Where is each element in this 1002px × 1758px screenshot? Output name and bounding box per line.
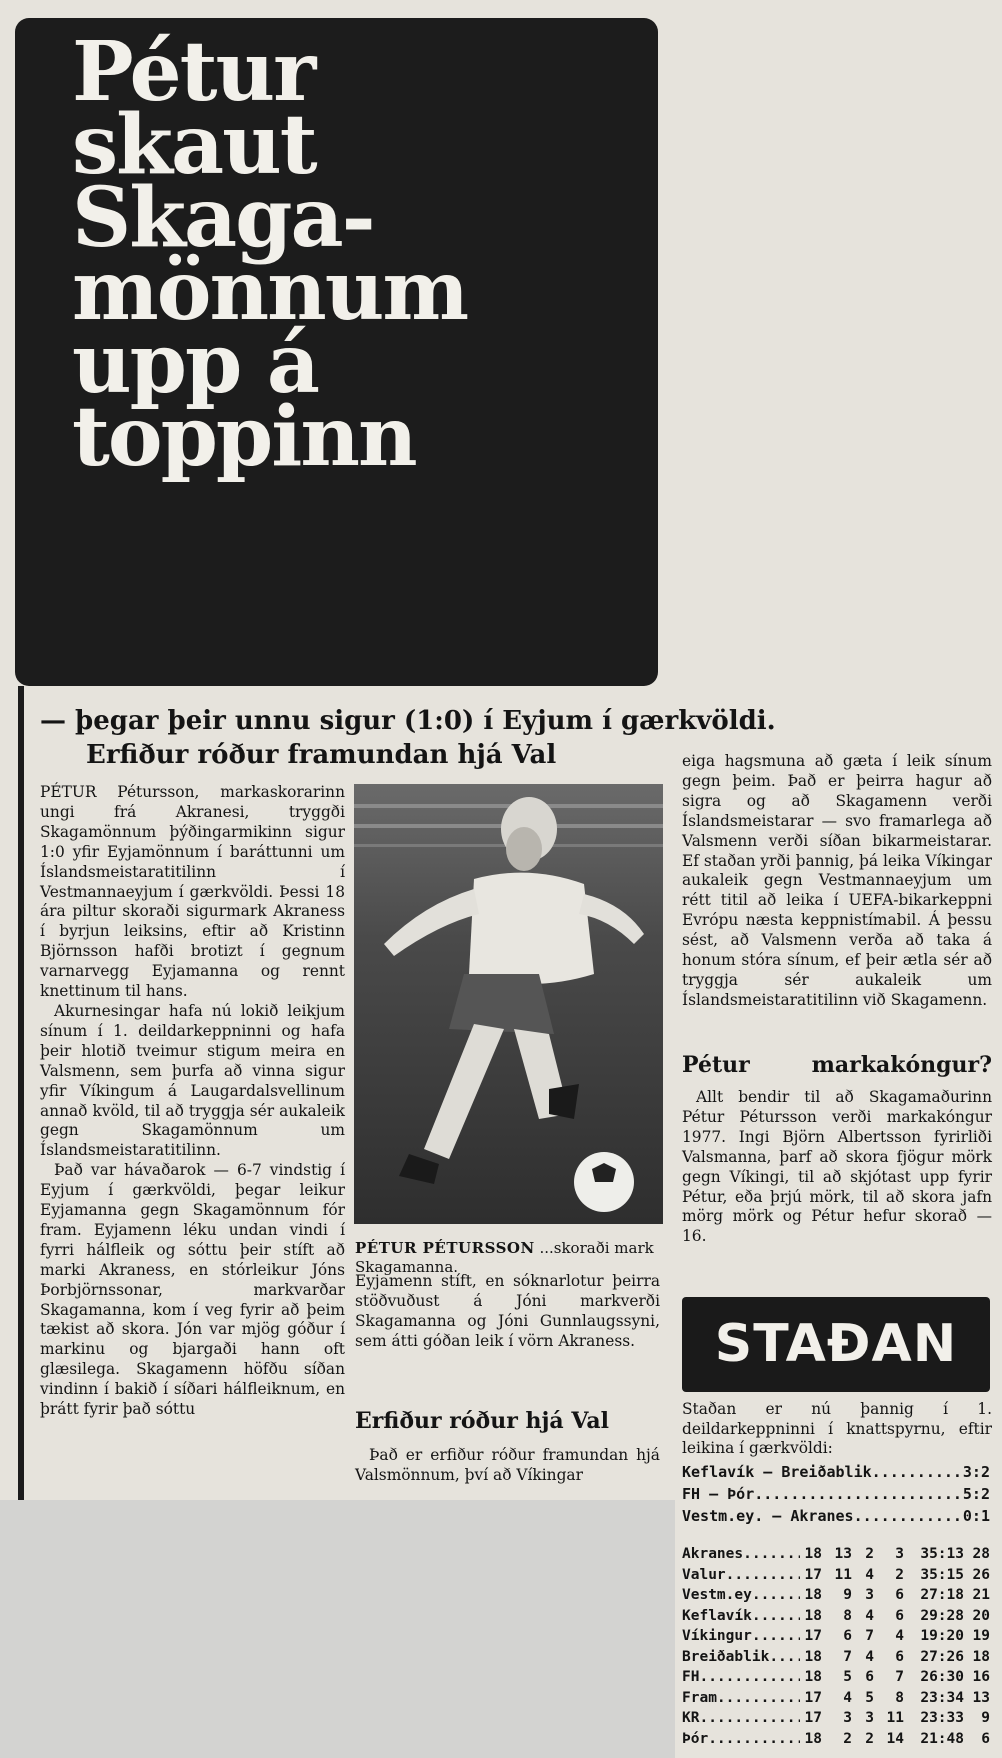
leader-dots xyxy=(854,1505,963,1527)
section-title-word-1: Pétur xyxy=(682,1052,750,1078)
leader-dots xyxy=(743,1544,800,1565)
games-won: 4 xyxy=(843,1689,852,1706)
games-won: 9 xyxy=(843,1587,852,1603)
table-row xyxy=(682,1647,990,1668)
team-name: Akranes xyxy=(682,1546,744,1562)
result-score: 0:1 xyxy=(962,1507,990,1525)
result-row xyxy=(682,1483,990,1505)
article-paragraph-7: Allt bendir til að Skagamaðurinn Pétur Pétursson verði markakóngur 1977. Ingi Björn Albertsson fyrirliði Valsmanna, þarf að skora fjögur mörk gegn Víkingi, til að skjótast upp fyrir Pétur, eða þrjú mörk, til að skora jafn mörg mörk og Pétur hefur skorað — 16. xyxy=(682,1088,992,1246)
goals: 26:30 xyxy=(920,1669,964,1685)
points: 20 xyxy=(972,1607,990,1624)
team-name: Víkingur xyxy=(682,1628,752,1644)
stadan-box xyxy=(682,1297,990,1392)
subheadline-2: Erfiður róður framundan hjá Val xyxy=(86,740,557,770)
team-name: Breiðablik xyxy=(682,1648,770,1665)
table-row xyxy=(682,1585,990,1606)
result-score: 5:2 xyxy=(962,1485,990,1503)
result-match: FH — Þór xyxy=(682,1485,755,1503)
games-lost: 6 xyxy=(895,1587,904,1603)
result-score: 3:2 xyxy=(962,1463,990,1481)
section-title-word-2: markakóngur? xyxy=(811,1052,992,1078)
games-lost: 4 xyxy=(895,1628,904,1644)
points: 26 xyxy=(972,1566,990,1583)
team-name: Valur xyxy=(682,1566,726,1583)
games-won: 11 xyxy=(834,1566,852,1583)
games-played: 17 xyxy=(804,1710,822,1726)
points: 9 xyxy=(981,1710,990,1726)
article-column-1 xyxy=(40,783,345,1420)
games-played: 17 xyxy=(804,1689,822,1706)
stadan-intro: Staðan er nú þannig í 1. deildarkeppninni í knattspyrnu, eftir leikina í gærkvöldi: xyxy=(682,1400,992,1457)
stadan-title: STAÐAN xyxy=(714,1314,958,1374)
subheadline-1: — þegar þeir unnu sigur (1:0) í Eyjum í gærkvöldi. xyxy=(40,706,776,736)
leader-dots xyxy=(726,1565,800,1586)
games-played: 18 xyxy=(804,1607,822,1624)
points: 13 xyxy=(972,1689,990,1706)
points: 21 xyxy=(972,1587,990,1603)
points: 18 xyxy=(972,1648,990,1665)
games-won: 8 xyxy=(843,1607,852,1624)
leader-dots xyxy=(752,1606,800,1627)
points: 6 xyxy=(981,1730,990,1747)
goals: 21:48 xyxy=(920,1730,964,1747)
table-row xyxy=(682,1708,990,1729)
games-won: 2 xyxy=(843,1730,852,1747)
vertical-rule xyxy=(18,686,24,1500)
points: 16 xyxy=(972,1669,990,1685)
table-row xyxy=(682,1729,990,1750)
games-won: 6 xyxy=(843,1628,852,1644)
leader-dots xyxy=(699,1667,800,1688)
games-drawn: 7 xyxy=(865,1628,874,1644)
games-won: 5 xyxy=(843,1669,852,1685)
games-played: 18 xyxy=(804,1587,822,1603)
games-played: 18 xyxy=(804,1669,822,1685)
games-lost: 8 xyxy=(895,1689,904,1706)
table-row xyxy=(682,1544,990,1565)
games-drawn: 6 xyxy=(865,1669,874,1685)
games-lost: 6 xyxy=(895,1648,904,1665)
games-played: 17 xyxy=(804,1566,822,1583)
article-paragraph-5: Það er erfiður róður framundan hjá Valsmönnum, því að Víkingar xyxy=(355,1446,660,1484)
article-paragraph-3: Það var hávaðarok — 6-7 vindstig í Eyjum í gærkvöldi, þegar leikur Eyjamanna gegn Skagamönnum fór fram. Eyjamenn léku undan vindi í fyrri hálfleik og sóttu þeir stíft að marki Akraness, en stórleikur Jóns Þorbjörnssonar, markvarðar Skagamanna, kom í veg fyrir að þeim tækist að skora. Jón var mjög góður í markinu og bjargaði hann oft glæsilega. Skagamenn höfðu síðan vindinn í bakið í síðari hálfleiknum, en þrátt fyrir það sóttu xyxy=(40,1161,345,1419)
points: 28 xyxy=(972,1546,990,1562)
leader-dots xyxy=(754,1483,963,1505)
games-drawn: 3 xyxy=(865,1710,874,1726)
games-drawn: 3 xyxy=(865,1587,874,1603)
games-drawn: 4 xyxy=(865,1607,874,1624)
games-won: 3 xyxy=(843,1710,852,1726)
games-won: 7 xyxy=(843,1648,852,1665)
games-won: 13 xyxy=(834,1546,852,1562)
games-drawn: 2 xyxy=(865,1730,874,1747)
photo-caption-text: ...skoraði mark Skagamanna. xyxy=(355,1239,654,1276)
goals: 19:20 xyxy=(920,1628,964,1644)
games-lost: 7 xyxy=(895,1669,904,1685)
leader-dots xyxy=(769,1647,800,1668)
result-match: Keflavík — Breiðablik xyxy=(682,1463,872,1481)
leader-dots xyxy=(708,1729,800,1750)
games-drawn: 2 xyxy=(865,1546,874,1562)
games-drawn: 4 xyxy=(865,1566,874,1583)
games-drawn: 4 xyxy=(865,1648,874,1665)
section-title-val: Erfiður róður hjá Val xyxy=(355,1408,609,1434)
table-row xyxy=(682,1565,990,1586)
goals: 29:28 xyxy=(920,1607,964,1624)
team-name: Fram xyxy=(682,1689,717,1706)
points: 19 xyxy=(972,1628,990,1644)
leader-dots xyxy=(872,1461,963,1483)
leader-dots xyxy=(699,1708,800,1729)
goals: 35:13 xyxy=(920,1546,964,1562)
games-played: 18 xyxy=(804,1648,822,1665)
goals: 23:34 xyxy=(920,1689,964,1706)
player-photo-illustration xyxy=(354,784,663,1224)
team-name: Keflavík xyxy=(682,1607,752,1624)
table-row xyxy=(682,1606,990,1627)
team-name: FH xyxy=(682,1669,700,1685)
games-played: 17 xyxy=(804,1628,822,1644)
team-name: Þór xyxy=(682,1730,709,1747)
article-paragraph-2: Akurnesingar hafa nú lokið leikjum sínum í 1. deildarkeppninni og hafa þeir hlotið tveimur stigum meira en Valsmenn, sem þurfa að vinna sigur yfir Víkingum á Laugardalsvellinum annað kvöld, til að tryggja sér aukaleik gegn Skagamönnum um Íslandsmeistaratitilinn. xyxy=(40,1001,345,1160)
article-paragraph-4: Eyjamenn stíft, en sóknarlotur þeirra stöðvuðust á Jóni markverði Skagamanna og Jóni Gunnlaugssyni, sem átti góðan leik í vörn Akraness. xyxy=(355,1272,660,1350)
article-column-3b xyxy=(682,1088,992,1247)
section-title-markakongur xyxy=(682,1052,992,1078)
results-list xyxy=(682,1461,990,1527)
team-name: Vestm.ey xyxy=(682,1587,752,1603)
result-row xyxy=(682,1505,990,1527)
article-column-2b xyxy=(355,1446,660,1486)
result-row xyxy=(682,1461,990,1483)
photo-caption-name: PÉTUR PÉTURSSON xyxy=(355,1239,535,1257)
article-paragraph-1: PÉTUR Pétursson, markaskorarinn ungi frá Akranesi, tryggði Skagamönnum þýðingarmikinn sigur 1:0 yfir Eyjamönnum í baráttunni um Íslandsmeistaratitilinn í Vestmannaeyjum í gærkvöldi. Þessi 18 ára piltur skoraði sigurmark Akraness í byrjun leiksins, eftir að Kristinn Björnsson hafði brotizt í gegnum varnarvegg Eyjamanna og rennt knettinum til hans. xyxy=(40,783,345,1001)
player-photo xyxy=(354,784,663,1224)
table-row xyxy=(682,1688,990,1709)
goals: 27:18 xyxy=(920,1587,964,1603)
leader-dots xyxy=(717,1688,800,1709)
games-played: 18 xyxy=(804,1730,822,1747)
standings-table xyxy=(682,1544,990,1749)
goals: 27:26 xyxy=(920,1648,964,1665)
goals: 35:15 xyxy=(920,1566,964,1583)
table-row xyxy=(682,1626,990,1647)
goals: 23:33 xyxy=(920,1710,964,1726)
games-lost: 14 xyxy=(886,1730,904,1747)
team-name: KR xyxy=(682,1710,700,1726)
article-column-2 xyxy=(355,1272,660,1352)
games-played: 18 xyxy=(804,1546,822,1562)
leader-dots xyxy=(752,1585,800,1606)
leader-dots xyxy=(752,1626,800,1647)
article-column-3 xyxy=(682,752,992,1011)
table-row xyxy=(682,1667,990,1688)
result-match: Vestm.ey. — Akranes xyxy=(682,1507,854,1525)
games-lost: 6 xyxy=(895,1607,904,1624)
article-paragraph-6: eiga hagsmuna að gæta í leik sínum gegn þeim. Það er þeirra hagur að sigra og að Skagamenn verði Íslandsmeistarar — svo framarlega að Valsmenn verði síðan bikarmeistarar. Ef staðan yrði þannig, þá leika Víkingar aukaleik gegn Vestmannaeyjum um rétt titil að leika í UEFA-bikarkeppni Evrópu næsta keppnistímabil. Á þessu sést, að Valsmenn verða að taka á honum stóra sínum, ef þeir ætla sér að tryggja sér aukaleik um Íslandsmeistaratitilinn við Skagamenn. xyxy=(682,752,992,1009)
games-lost: 3 xyxy=(895,1546,904,1562)
games-drawn: 5 xyxy=(865,1689,874,1706)
headline: Pétur skaut Skaga- mönnum upp á toppinn xyxy=(72,24,468,485)
games-lost: 11 xyxy=(886,1710,904,1726)
games-lost: 2 xyxy=(895,1566,904,1583)
